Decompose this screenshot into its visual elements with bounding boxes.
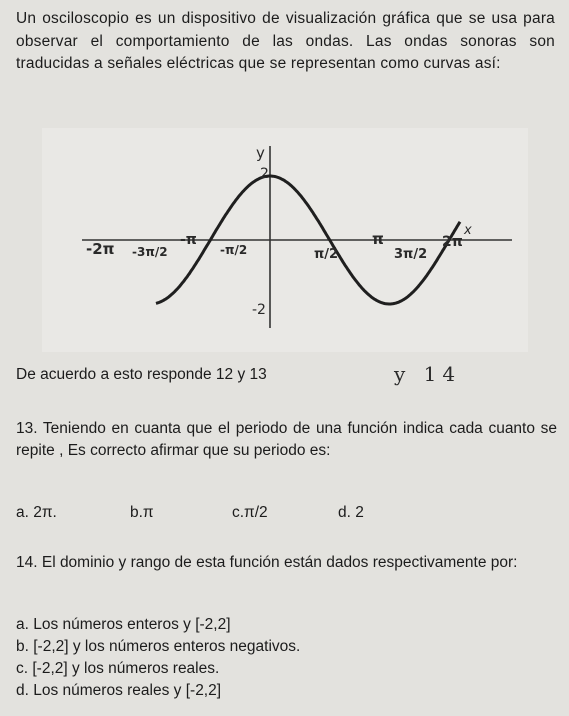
q13-option-c[interactable]: c.π/2	[232, 504, 268, 521]
label-2pi: 2π	[442, 234, 463, 250]
graph-svg	[42, 128, 528, 352]
label-pi-2: π/2	[314, 247, 339, 262]
x-axis-label: x	[464, 223, 472, 238]
q14-option-a[interactable]: a. Los números enteros y [-2,2]	[16, 616, 231, 633]
label-neg-3pi-2: -3π/2	[132, 245, 168, 259]
sine-wave-graph	[42, 128, 528, 352]
instruction-text: De acuerdo a esto responde 12 y 13	[16, 366, 267, 383]
label-3pi-2: 3π/2	[394, 247, 428, 262]
label-neg-pi-2: -π/2	[220, 243, 248, 257]
q13-option-b[interactable]: b.π	[130, 504, 154, 521]
handwritten-note: y 14	[394, 362, 462, 386]
y-min-label: -2	[252, 302, 266, 318]
y-axis-label: y	[256, 144, 265, 162]
q13-option-d[interactable]: d. 2	[338, 504, 364, 521]
question-13-text: 13. Teniendo en cuanta que el periodo de una función indica cada cuanto se repite , Es correcto afirmar que su periodo es:	[16, 420, 557, 459]
label-neg-pi: -π	[180, 232, 197, 248]
q13-option-a[interactable]: a. 2π.	[16, 504, 57, 521]
y-max-label: 2	[260, 166, 269, 182]
q14-option-b[interactable]: b. [-2,2] y los números enteros negativos.	[16, 638, 301, 655]
label-pi: π	[372, 230, 384, 248]
q14-option-d[interactable]: d. Los números reales y [-2,2]	[16, 682, 222, 699]
q14-option-c[interactable]: c. [-2,2] y los números reales.	[16, 660, 220, 677]
label-neg-2pi: -2π	[86, 240, 115, 258]
question-14-text: 14. El dominio y rango de esta función están dados respectivamente por:	[16, 554, 518, 571]
intro-paragraph: Un osciloscopio es un dispositivo de visualización gráfica que se usa para observar el comportamiento de las ondas. Las ondas sonoras son traducidas a señales eléctricas que se representan como curvas así:	[16, 10, 555, 72]
